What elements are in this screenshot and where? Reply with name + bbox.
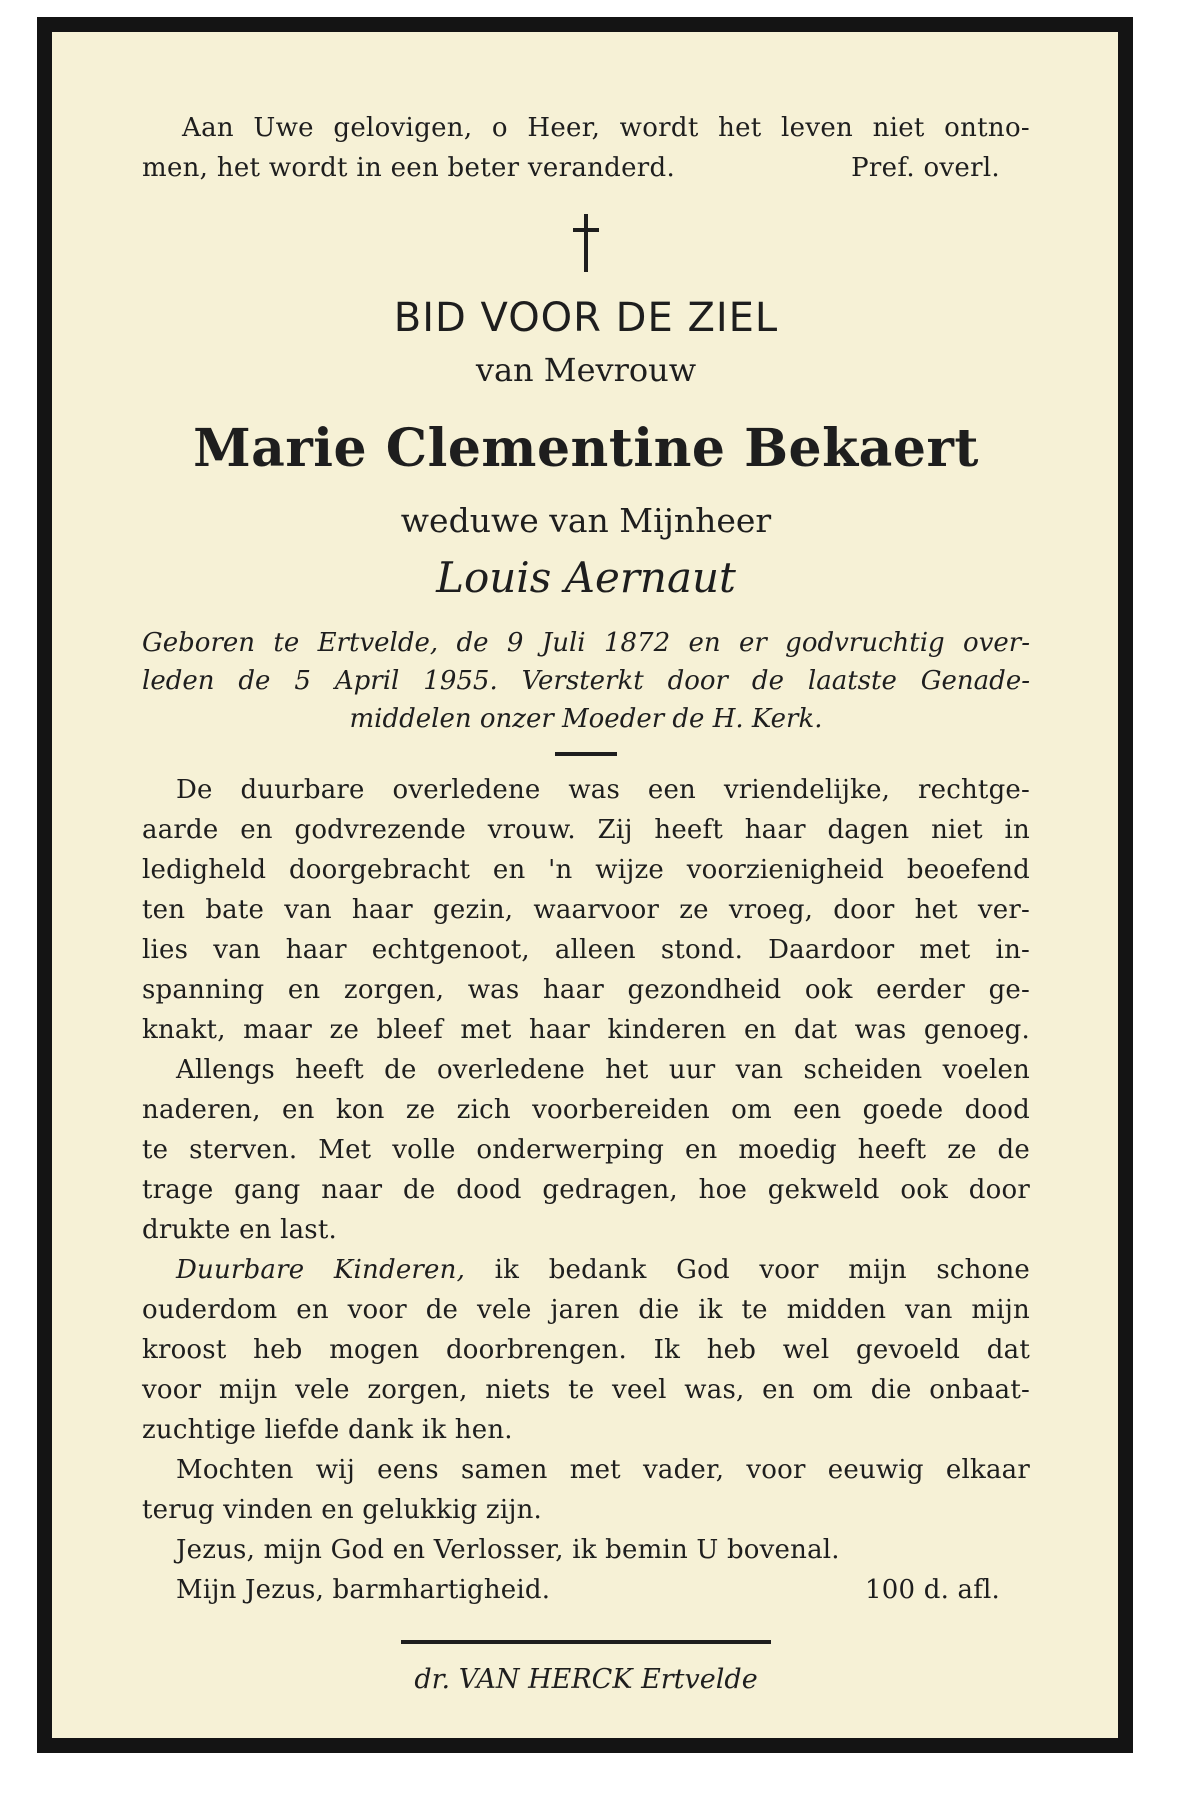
text-line: spanning en zorgen, was haar gezondheid ook eerder ge- [142,975,1030,1005]
text-line: te sterven. Met volle onderwerping en moedig heeft ze de [142,1135,1030,1165]
prayer-heading: BID VOOR DE ZIEL [393,295,779,341]
husband-name: Louis Aernaut [436,553,736,602]
prayer-line: Jezus, mijn God en Verlosser, ik bemin U bovenal. [176,1535,840,1565]
text-line: Mochten wij eens samen met vader, voor eeuwig elkaar [176,1455,1030,1485]
children-address: Duurbare Kinderen, [176,1255,466,1285]
epigraph-source: Pref. overl. [851,153,1000,183]
title-line: van Mevrouw [475,351,697,389]
birth-line-1: Geboren te Ertvelde, de 9 Juli 1872 en er godvruchtig over- [142,628,1030,658]
text-line: lies van haar echtgenoot, alleen stond. Daardoor met in- [142,935,1030,965]
text-line: ledigheld doorgebracht en 'n wijze voorzienigheid beoefend [142,855,1030,885]
text-fragment: ik bedank God voor mijn schone [494,1255,1030,1285]
text-line: ten bate van haar gezin, waarvoor ze vroeg, door het ver- [142,895,1030,925]
epigraph [142,108,1030,188]
epigraph-line-2 [142,148,1030,188]
birth-line-2: leden de 5 April 1955. Versterkt door de laatste Genade- [142,666,1030,696]
indulgence-note: 100 d. afl. [865,1575,1000,1605]
divider-short [555,752,617,756]
epigraph-line-1: Aan Uwe gelovigen, o Heer, wordt het leven niet ontno- [182,113,1030,143]
deceased-name: Marie Clementine Bekaert [193,418,979,479]
card-content [52,32,1118,1738]
prayer-line [142,1570,1030,1610]
divider-long [401,1640,771,1644]
memorial-card [37,17,1133,1753]
text-line: drukte en last. [142,1215,337,1245]
text-line: knakt, maar ze bleef met haar kinderen en dat was genoeg. [142,1015,1030,1045]
text-line: voor mijn vele zorgen, niets te veel was, en om die onbaat- [142,1375,1030,1405]
cross-icon [566,214,606,272]
text-line: zuchtige liefde dank ik hen. [142,1415,513,1445]
printer-credit: dr. VAN HERCK Ertvelde [414,1664,758,1695]
text-line: terug vinden en gelukkig zijn. [142,1495,543,1525]
text-line: Allengs heeft de overledene het uur van scheiden voelen [176,1055,1030,1085]
text-line [142,1250,1030,1290]
prayer-text: Mijn Jezus, barmhartigheid. [176,1575,551,1605]
text-line: De duurbare overledene was een vriendelijke, rechtge- [176,775,1030,805]
widow-line: weduwe van Mijnheer [400,501,772,540]
birth-death-details [142,624,1030,738]
text-line: naderen, en kon ze zich voorbereiden om een goede dood [142,1095,1030,1125]
text-line: ouderdom en voor de vele jaren die ik te midden van mijn [142,1295,1030,1325]
text-line: aarde en godvrezende vrouw. Zij heeft haar dagen niet in [142,815,1030,845]
text-line: kroost heb mogen doorbrengen. Ik heb wel gevoeld dat [142,1335,1030,1365]
epigraph-text: men, het wordt in een beter veranderd. [142,153,676,183]
eulogy-text [142,770,1030,1610]
birth-line-3: middelen onzer Moeder de H. Kerk. [349,704,823,734]
text-line: trage gang naar de dood gedragen, hoe gekweld ook door [142,1175,1030,1205]
